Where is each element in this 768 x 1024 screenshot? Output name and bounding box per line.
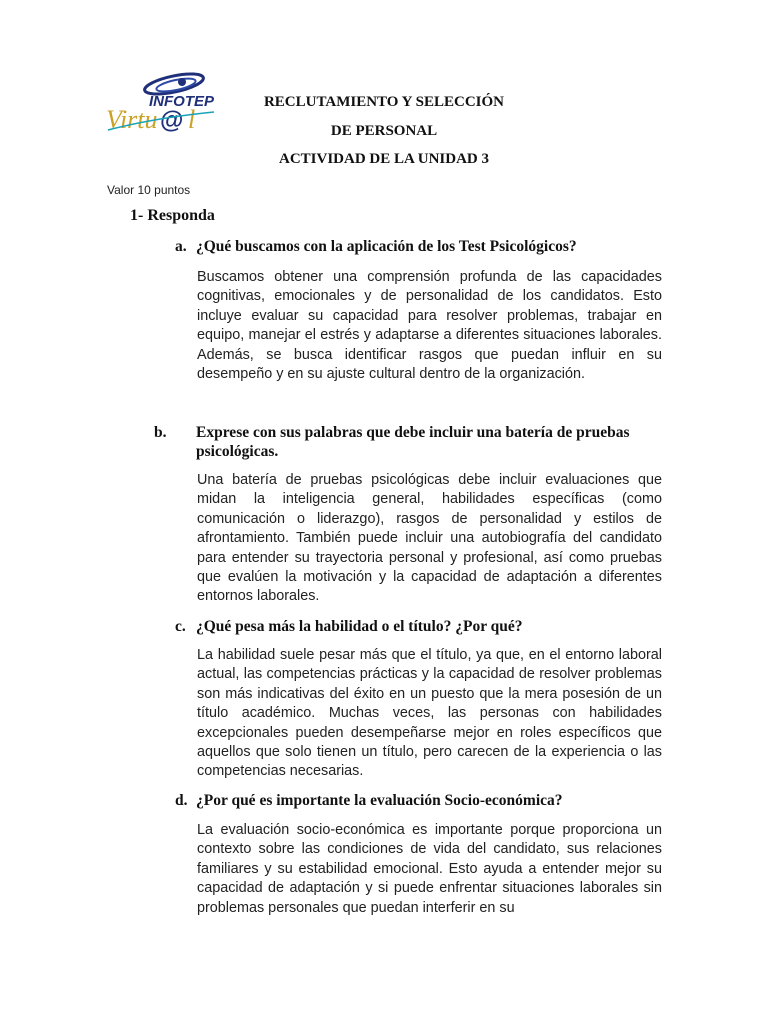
section-heading: 1- Responda [130,207,215,224]
title-line-3: ACTIVIDAD DE LA UNIDAD 3 [278,151,490,167]
infotep-virtual-logo [104,68,220,134]
question-text: Exprese con sus palabras que debe incluir una batería de pruebas psicológicas. [196,424,630,460]
question-letter: d. [175,792,188,809]
question-text: ¿Qué buscamos con la aplicación de los Test Psicológicos? [196,238,577,255]
title-line-1: RECLUTAMIENTO Y SELECCIÓN [263,94,505,110]
points-value: Valor 10 puntos [107,183,191,197]
question-b [154,423,686,461]
answer-c: La habilidad suele pesar más que el título, ya que, en el entorno laboral actual, las competencias prácticas y la capacidad de resolver problemas son más indicativas del éxito en un puesto que la mera posesión de un título académico. Muchas veces, las personas con habilidades excepcionales pueden desempeñarse mejor en roles específicos que aquellos que solo tienen un título, pero carecen de la experiencia o las competencias necesarias. [197,647,662,780]
question-text: ¿Por qué es importante la evaluación Socio-económica? [196,792,563,809]
question-a [175,237,665,256]
svg-text:l: l [188,105,196,134]
svg-text:INFOTEP: INFOTEP [149,93,215,110]
question-letter: b. [154,424,167,441]
document-title [220,92,548,178]
question-d [175,791,665,810]
svg-text:Virtu: Virtu [106,105,158,134]
question-c [175,617,665,636]
svg-text:@: @ [160,107,184,134]
question-text: ¿Qué pesa más la habilidad o el título? ¿Por qué? [196,618,523,635]
answer-d: La evaluación socio-económica es importante porque proporciona un contexto sobre las condiciones de vida del candidato, sus relaciones familiares y su estabilidad emocional. Esto ayuda a entender mejor su capacidad de adaptación y si puede enfrentar situaciones laborales sin problemas personales que puedan interferir en su [197,822,662,916]
title-line-2: DE PERSONAL [330,122,438,139]
answer-a: Buscamos obtener una comprensión profunda de las capacidades cognitivas, emocionales y de personalidad de los candidatos. Esto incluye evaluar su capacidad para resolver problemas, trabajar en equipo, manejar el estrés y adaptarse a diferentes situaciones laborales. Además, se busca identificar rasgos que puedan influir en su desempeño y en su ajuste cultural dentro de la organización. [197,269,662,383]
question-letter: c. [175,618,186,635]
question-letter: a. [175,238,187,255]
answer-b: Una batería de pruebas psicológicas debe incluir evaluaciones que midan la inteligencia general, habilidades específicas (como comunicación o liderazgo), rasgos de personalidad y estilos de afrontamiento. También puede incluir una autobiografía del candidato para entender su trayectoria personal y profesional, así como pruebas que evalúen la motivación y la capacidad de adaptación a diferentes entornos laborales. [197,472,662,605]
